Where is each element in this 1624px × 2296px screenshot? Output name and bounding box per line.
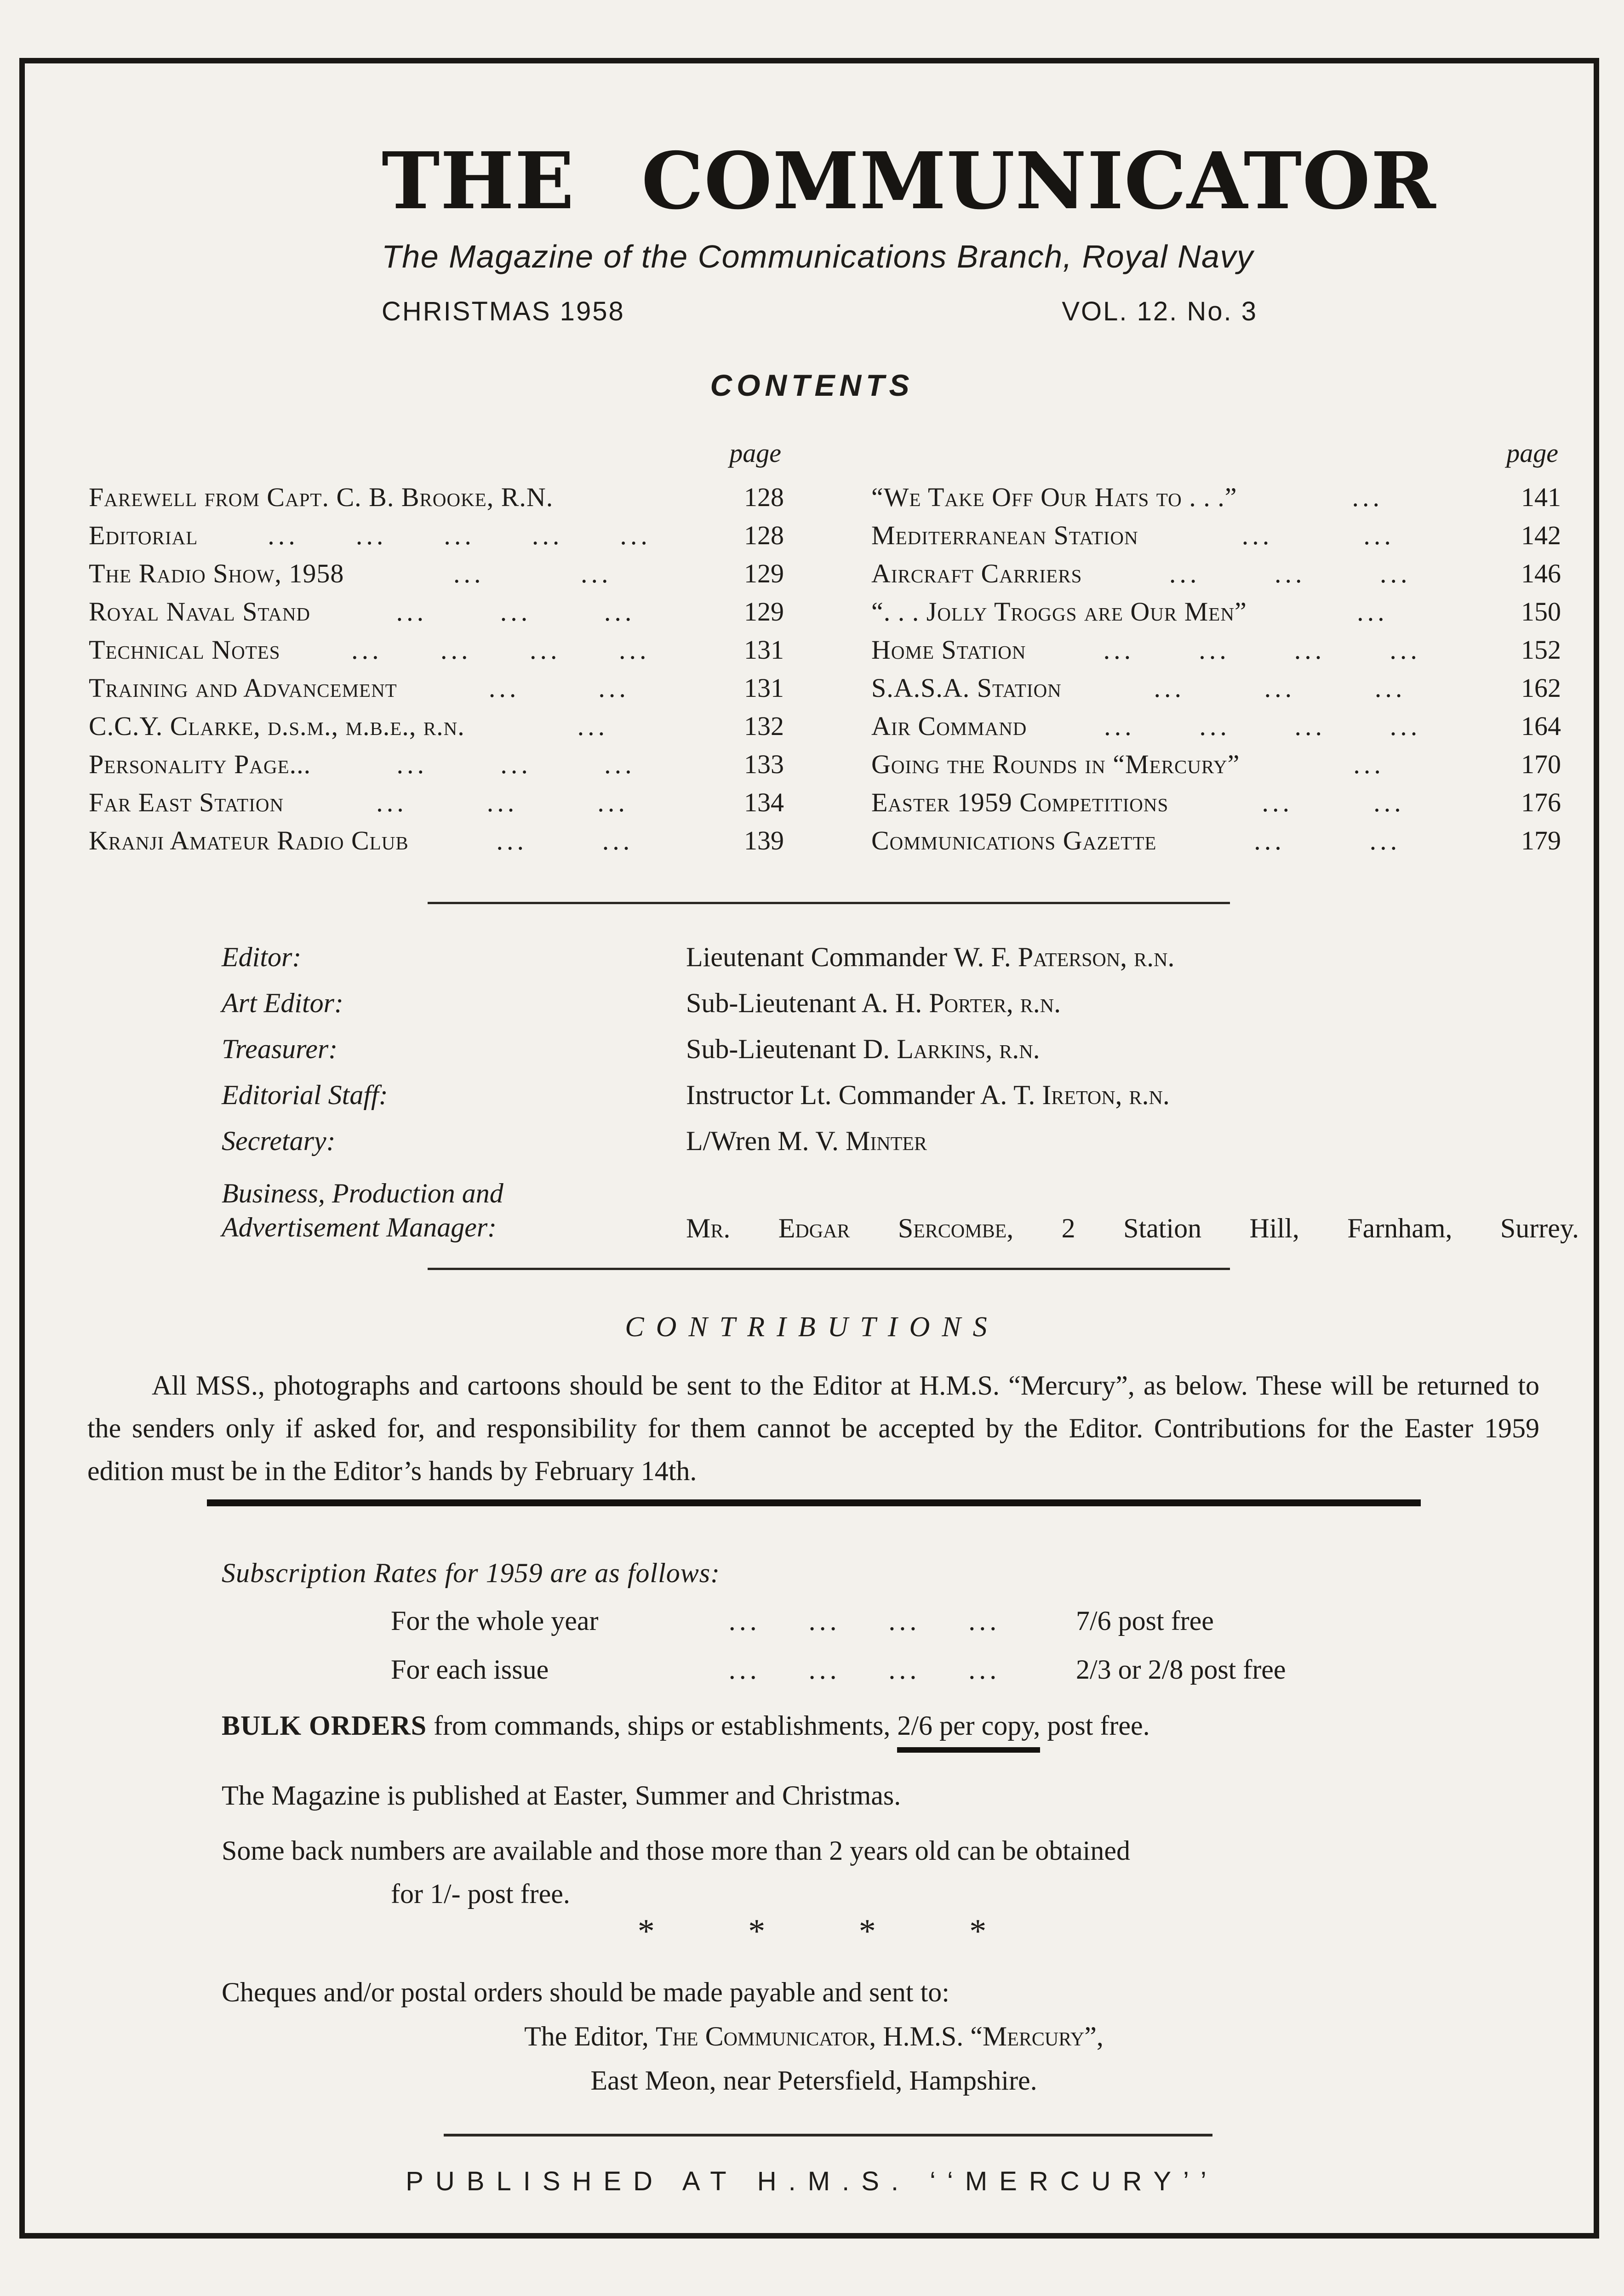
section-rule-thick <box>207 1499 1421 1506</box>
rate-row-whole-year <box>391 1605 1444 1654</box>
page-column-header-right: page <box>1506 438 1558 468</box>
dot-group: ... <box>1294 711 1326 741</box>
dot-group: ... <box>1363 520 1395 550</box>
dot-group: ... <box>888 1606 921 1636</box>
toc-row <box>871 787 1561 825</box>
toc-entry-title: Technical Notes <box>89 635 280 665</box>
issue-row <box>382 296 1258 327</box>
staff-name-roman: L/Wren M. V. <box>686 1126 846 1156</box>
staff-value <box>686 1033 1579 1065</box>
page-title: THE COMMUNICATOR <box>382 135 1436 227</box>
cheques-instruction: Cheques and/or postal orders should be made payable and sent to: <box>222 1977 949 2007</box>
dot-leaders <box>1075 672 1485 703</box>
staff-name-smallcaps: Minter <box>846 1126 927 1156</box>
toc-entry-title: “We Take Off Our Hats to . . .” <box>871 482 1237 512</box>
dot-group: ... <box>355 520 387 550</box>
staff-label-two-line <box>222 1176 686 1244</box>
divider-rule-top <box>428 902 1230 904</box>
dot-leaders <box>357 558 708 589</box>
staff-value <box>686 987 1579 1019</box>
dot-group: ... <box>1199 711 1230 741</box>
toc-row <box>871 672 1561 711</box>
dot-group: ... <box>1353 749 1384 779</box>
dot-group: ... <box>1374 673 1406 703</box>
toc-entry-title: Going the Rounds in “Mercury” <box>871 749 1240 779</box>
dot-group: ... <box>1262 787 1293 817</box>
dot-group: ... <box>580 558 612 588</box>
dot-leaders <box>1151 520 1485 551</box>
toc-page-number: 142 <box>1521 520 1561 550</box>
subscription-intro: Subscription Rates for 1959 are as follows: <box>222 1558 721 1588</box>
toc-row <box>89 711 784 749</box>
toc-row <box>89 672 784 711</box>
dot-group: ... <box>808 1654 841 1685</box>
toc-row <box>871 711 1561 749</box>
dot-group: ... <box>444 520 475 550</box>
published-footer: PUBLISHED AT H.M.S. ‘‘MERCURY’’ <box>406 2166 1218 2196</box>
dot-leaders <box>1040 711 1485 741</box>
dot-leaders <box>422 825 708 856</box>
toc-entry-title: “. . . Jolly Troggs are Our Men” <box>871 597 1247 627</box>
toc-page-number: 129 <box>744 597 784 627</box>
toc-row <box>871 749 1561 787</box>
payee-roman: The Editor, <box>524 2021 656 2051</box>
toc-entry-title: Kranji Amateur Radio Club <box>89 826 409 855</box>
volume-number-label: VOL. 12. No. 3 <box>1062 296 1258 326</box>
staff-name-roman: Sub-Lieutenant D. <box>686 1034 897 1064</box>
staff-row-editor <box>222 940 1579 974</box>
staff-name-roman: Instructor Lt. Commander A. T. <box>686 1080 1042 1110</box>
dot-group: ... <box>1373 787 1405 817</box>
dot-group: ... <box>268 520 299 550</box>
toc-row <box>871 825 1561 863</box>
toc-entry-title: Editorial <box>89 520 198 550</box>
toc-page-number: 150 <box>1521 597 1561 627</box>
staff-row-treasurer <box>222 1032 1579 1066</box>
dot-group: ... <box>888 1654 921 1685</box>
dot-leaders <box>1181 787 1485 818</box>
staff-label-line1: Business, Production and <box>222 1178 503 1208</box>
bulk-orders-line <box>222 1710 1592 1742</box>
staff-block <box>222 940 1579 1256</box>
dot-group: ... <box>1379 558 1411 588</box>
toc-page-number: 139 <box>744 826 784 855</box>
dot-leaders <box>1252 749 1485 780</box>
toc-entry-title: Farewell from Capt. C. B. Brooke, R.N. <box>89 482 554 512</box>
toc-page-number: 141 <box>1521 482 1561 512</box>
dot-group: ... <box>500 597 532 627</box>
bulk-orders-tail: post free. <box>1040 1710 1150 1741</box>
staff-name-smallcaps: Mr. Edgar Sercombe, <box>686 1213 1014 1243</box>
dot-group: ... <box>1103 635 1135 665</box>
rate-row-each-issue <box>391 1654 1444 1703</box>
dot-group: ... <box>1294 635 1326 665</box>
dot-group: ... <box>440 635 472 665</box>
dot-group: ... <box>1390 711 1421 741</box>
staff-row-art-editor <box>222 986 1579 1020</box>
bulk-orders-price-underlined: 2/6 per copy, <box>897 1710 1040 1753</box>
toc-row <box>871 596 1561 634</box>
dot-group: ... <box>598 673 629 703</box>
dot-group: ... <box>577 711 609 741</box>
publication-schedule-note: The Magazine is published at Easter, Summer and Christmas. <box>222 1780 901 1811</box>
toc-entry-title: The Radio Show, 1958 <box>89 558 344 588</box>
toc-row <box>871 634 1561 672</box>
toc-entry-title: Far East Station <box>89 787 284 817</box>
toc-row <box>871 482 1561 520</box>
dot-group: ... <box>619 635 650 665</box>
dot-group: ... <box>968 1606 1001 1636</box>
toc-left-rows <box>89 482 784 863</box>
toc-right-rows <box>871 482 1561 863</box>
staff-row-manager <box>222 1176 1579 1244</box>
asterisk-separator: * * * * <box>637 1913 987 1950</box>
toc-page-number: 146 <box>1521 558 1561 588</box>
toc-right-column <box>871 438 1561 863</box>
dot-group: ... <box>496 826 527 855</box>
staff-name-smallcaps: Ireton, r.n. <box>1042 1080 1170 1110</box>
dot-group: ... <box>728 1654 761 1685</box>
rate-price: 2/3 or 2/8 post free <box>1076 1654 1286 1685</box>
dot-group: ... <box>602 826 634 855</box>
dot-group: ... <box>808 1606 841 1636</box>
dot-group: ... <box>396 597 428 627</box>
toc-page-number: 170 <box>1521 749 1561 779</box>
toc-row <box>89 825 784 863</box>
dot-group: ... <box>1369 826 1401 855</box>
dot-group: ... <box>486 787 518 817</box>
staff-label: Editor: <box>222 942 302 972</box>
issue-season-label: CHRISTMAS 1958 <box>382 296 625 326</box>
dot-group: ... <box>1104 711 1135 741</box>
toc-row <box>89 749 784 787</box>
toc-page-number: 132 <box>744 711 784 741</box>
toc-entry-title: Training and Advancement <box>89 673 397 703</box>
toc-row <box>89 520 784 558</box>
bulk-orders-label: BULK ORDERS <box>222 1710 427 1741</box>
contents-heading: CONTENTS <box>710 368 914 402</box>
staff-value <box>686 1079 1579 1111</box>
page-column-header-left: page <box>729 438 781 468</box>
dot-group: ... <box>376 787 407 817</box>
staff-address-roman: 2 Station Hill, Farnham, Surrey. <box>1013 1213 1579 1243</box>
staff-label-line2: Advertisement Manager: <box>222 1212 497 1242</box>
footer-rule <box>444 2134 1212 2136</box>
rate-label: For the whole year <box>391 1606 599 1636</box>
toc-page-number: 128 <box>744 520 784 550</box>
contributions-paragraph: All MSS., photographs and cartoons should be sent to the Editor at H.M.S. “Mercury”, as below. These will be returned to the senders only if asked for, and responsibility for them cannot be accepted by the Editor. Contributions for the Easter 1959 edition must be in the Editor’s hands by February 14th. <box>87 1370 1539 1486</box>
staff-label: Art Editor: <box>222 988 343 1018</box>
payee-smallcaps: “Mercury”, <box>970 2021 1104 2051</box>
dot-leaders <box>1169 825 1485 856</box>
toc-left-column <box>89 438 784 863</box>
dot-group: ... <box>620 520 651 550</box>
dot-leaders <box>1095 558 1485 589</box>
staff-label: Treasurer: <box>222 1034 338 1064</box>
dot-group: ... <box>1264 673 1296 703</box>
dot-group: ... <box>1352 482 1383 512</box>
staff-row-editorial-staff <box>222 1078 1579 1112</box>
dot-group: ... <box>968 1654 1001 1685</box>
toc-row <box>89 482 784 520</box>
dot-leaders <box>410 672 708 703</box>
dot-group: ... <box>351 635 383 665</box>
dot-group: ... <box>1199 635 1230 665</box>
rate-price: 7/6 post free <box>1076 1606 1214 1636</box>
dot-group: ... <box>1254 826 1285 855</box>
toc-entry-title: Air Command <box>871 711 1027 741</box>
dot-group: ... <box>500 749 532 779</box>
staff-name-roman: Sub-Lieutenant A. H. <box>686 988 929 1018</box>
staff-name-smallcaps: Porter, r.n. <box>929 988 1061 1018</box>
payee-roman: H.M.S. <box>876 2021 971 2051</box>
staff-value <box>686 1125 1579 1157</box>
dot-group: ... <box>604 749 635 779</box>
contributions-heading: CONTRIBUTIONS <box>625 1311 999 1343</box>
dot-group: ... <box>728 1606 761 1636</box>
payee-smallcaps: The Communicator, <box>655 2021 876 2051</box>
subscription-rate-rows <box>391 1605 1444 1703</box>
toc-row <box>871 558 1561 596</box>
toc-entry-title: Communications Gazette <box>871 826 1157 855</box>
dot-group: ... <box>604 597 635 627</box>
toc-page-number: 128 <box>744 482 784 512</box>
toc-page-number: 133 <box>744 749 784 779</box>
dot-leaders <box>1260 596 1485 627</box>
dot-group: ... <box>597 787 629 817</box>
toc-row <box>89 596 784 634</box>
toc-entry-title: C.C.Y. Clarke, d.s.m., m.b.e., r.n. <box>89 711 465 741</box>
toc-page-number: 176 <box>1521 787 1561 817</box>
staff-name-smallcaps: Larkins, r.n. <box>897 1034 1040 1064</box>
dot-group: ... <box>532 520 563 550</box>
toc-row <box>89 558 784 596</box>
toc-entry-title: S.A.S.A. Station <box>871 673 1062 703</box>
toc-page-number: 152 <box>1521 635 1561 665</box>
staff-value <box>686 1213 1579 1244</box>
staff-label: Secretary: <box>222 1126 336 1156</box>
toc-entry-title: Royal Naval Stand <box>89 597 311 627</box>
dot-leaders <box>293 634 708 665</box>
staff-row-secretary <box>222 1124 1579 1158</box>
dot-group: ... <box>1241 520 1273 550</box>
payee-address: East Meon, near Petersfield, Hampshire. <box>590 2065 1037 2096</box>
toc-page-number: 162 <box>1521 673 1561 703</box>
payee-line <box>87 2021 1540 2052</box>
dot-leaders <box>478 711 708 741</box>
toc-row <box>871 520 1561 558</box>
dot-group: ... <box>530 635 561 665</box>
staff-label: Editorial Staff: <box>222 1080 388 1110</box>
rate-label: For each issue <box>391 1654 549 1685</box>
toc-page-number: 131 <box>744 673 784 703</box>
toc-row <box>89 634 784 672</box>
toc-entry-title: Easter 1959 Competitions <box>871 787 1169 817</box>
toc-entry-title: Mediterranean Station <box>871 520 1138 550</box>
dot-group: ... <box>1274 558 1306 588</box>
toc-page-number: 131 <box>744 635 784 665</box>
back-numbers-note-line1: Some back numbers are available and those more than 2 years old can be obtained <box>222 1835 1130 1866</box>
dot-leaders <box>211 520 708 551</box>
dot-group: ... <box>1169 558 1201 588</box>
toc-page-number: 129 <box>744 558 784 588</box>
dot-group: ... <box>396 749 428 779</box>
dot-group: ... <box>1154 673 1185 703</box>
dot-group: ... <box>1390 635 1421 665</box>
toc-page-number: 134 <box>744 787 784 817</box>
dot-group: ... <box>488 673 520 703</box>
dot-leaders <box>1250 482 1485 513</box>
toc-page-number: 179 <box>1521 826 1561 855</box>
dot-leaders <box>680 1605 1048 1637</box>
masthead <box>382 135 1436 327</box>
magazine-subtitle: The Magazine of the Communications Branch, Royal Navy <box>382 238 1254 274</box>
bulk-orders-text: from commands, ships or establishments, <box>427 1710 898 1741</box>
staff-name-smallcaps: Paterson, r.n. <box>1018 942 1175 972</box>
dot-leaders <box>297 787 708 818</box>
divider-rule-middle <box>428 1268 1230 1270</box>
dot-group: ... <box>1357 597 1388 627</box>
dot-leaders <box>1039 634 1486 665</box>
toc-page-number: 164 <box>1521 711 1561 741</box>
toc-row <box>89 787 784 825</box>
staff-name-roman: Lieutenant Commander W. F. <box>686 942 1018 972</box>
toc-entry-title: Aircraft Carriers <box>871 558 1082 588</box>
toc-entry-title: Home Station <box>871 635 1026 665</box>
toc-entry-title: Personality Page... <box>89 749 311 779</box>
dot-leaders <box>680 1654 1048 1686</box>
back-numbers-note-line2: for 1/- post free. <box>391 1879 570 1909</box>
staff-value <box>686 941 1579 973</box>
dot-leaders <box>324 749 708 780</box>
dot-leaders <box>323 596 708 627</box>
dot-group: ... <box>453 558 485 588</box>
